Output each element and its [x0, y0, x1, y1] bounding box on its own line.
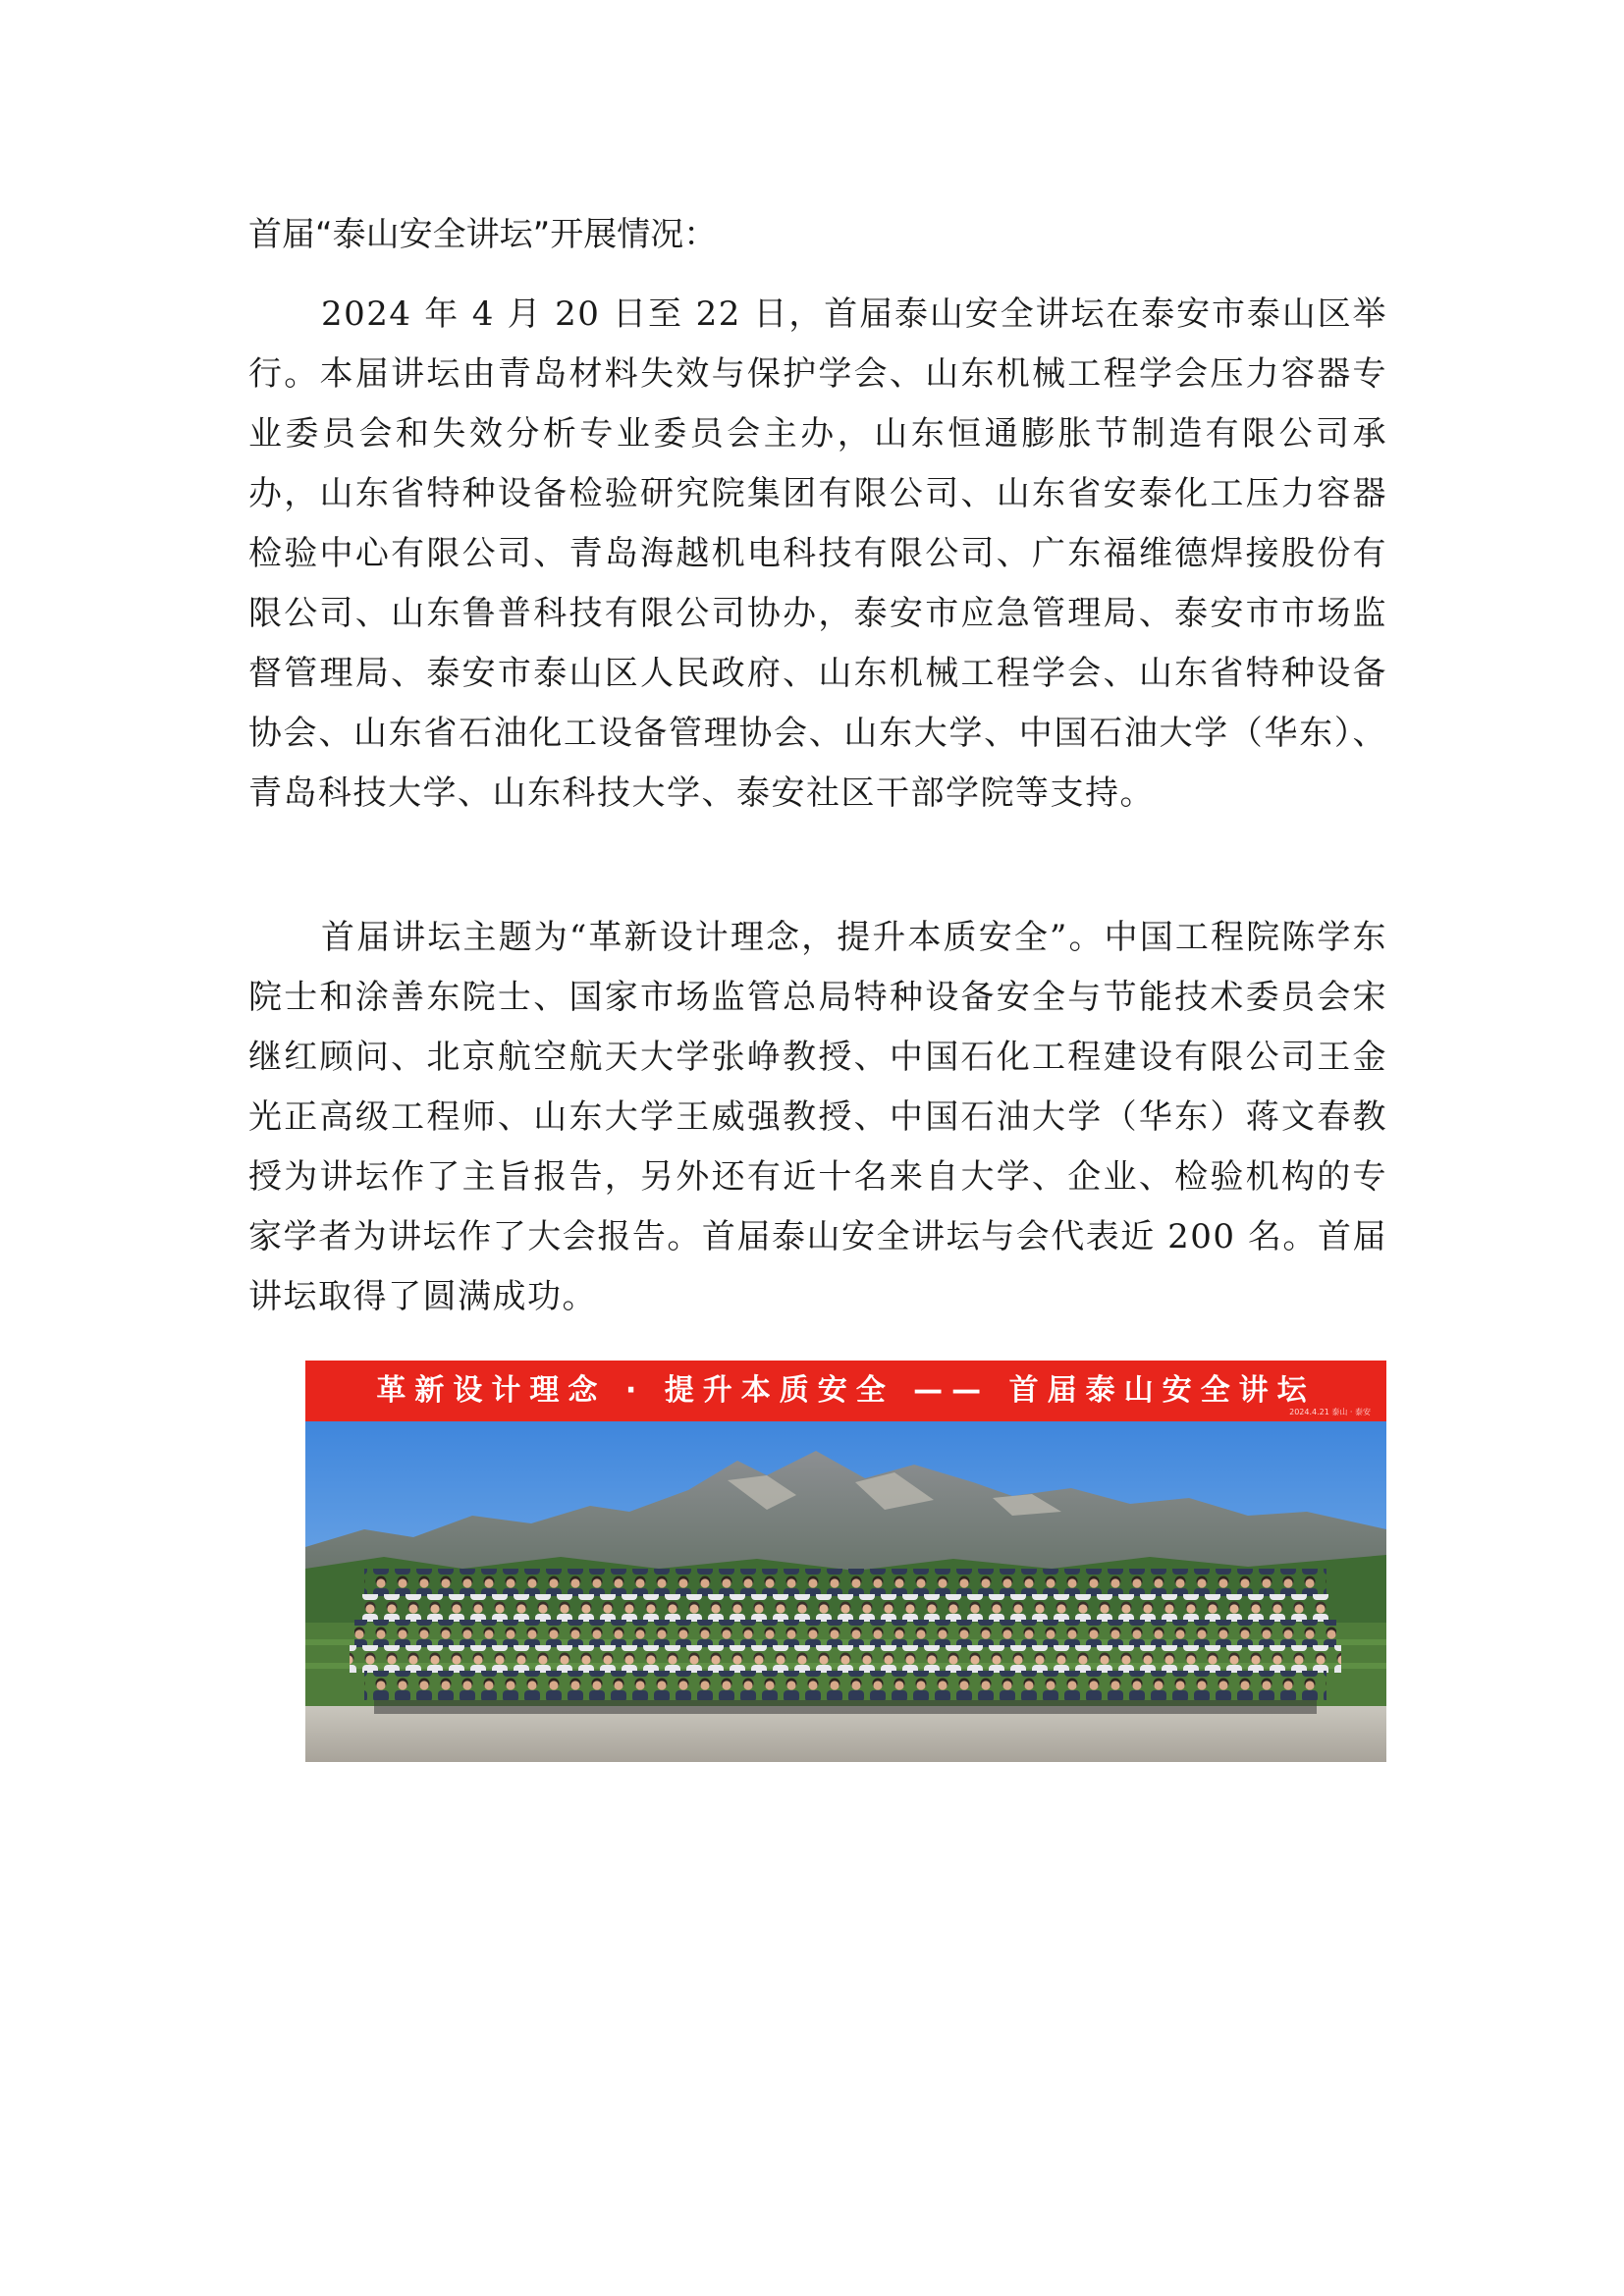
group-photo	[305, 1361, 1386, 1762]
section-heading: 首届“泰山安全讲坛”开展情况：	[248, 215, 718, 254]
photo-banner	[305, 1361, 1386, 1421]
group-photo-scene	[305, 1421, 1386, 1762]
paragraph-event-overview: 2024 年 4 月 20 日至 22 日，首届泰山安全讲坛在泰安市泰山区举行。本届讲坛由青岛材料失效与保护学会、山东机械工程学会压力容器专业委员会和失效分析专业委员会主办，山东恒通膨胀节制造有限公司承办，山东省特种设备检验研究院集团有限公司、山东省安泰化工压力容器检验中心有限公司、青岛海越机电科技有限公司、广东福维德焊接股份有限公司、山东鲁普科技有限公司协办，泰安市应急管理局、泰安市市场监督管理局、泰安市泰山区人民政府、山东机械工程学会、山东省特种设备协会、山东省石油化工设备管理协会、山东大学、中国石油大学（华东）、青岛科技大学、山东科技大学、泰安社区干部学院等支持。	[248, 294, 1387, 813]
photo-banner-date: 2024.4.21 泰山 · 泰安	[1289, 1408, 1371, 1416]
paragraph-forum-theme: 首届讲坛主题为“革新设计理念，提升本质安全”。中国工程院陈学东院士和涂善东院士、国家市场监管总局特种设备安全与节能技术委员会宋继红顾问、北京航空航天大学张峥教授、中国石化工程建设有限公司王金光正高级工程师、山东大学王威强教授、中国石油大学（华东）蒋文春教授为讲坛作了主旨报告，另外还有近十名来自大学、企业、检验机构的专家学者为讲坛作了大会报告。首届泰山安全讲坛与会代表近 200 名。首届讲坛取得了圆满成功。	[248, 918, 1387, 1316]
photo-banner-text: 革新设计理念 · 提升本质安全 —— 首届泰山安全讲坛	[376, 1373, 1316, 1408]
